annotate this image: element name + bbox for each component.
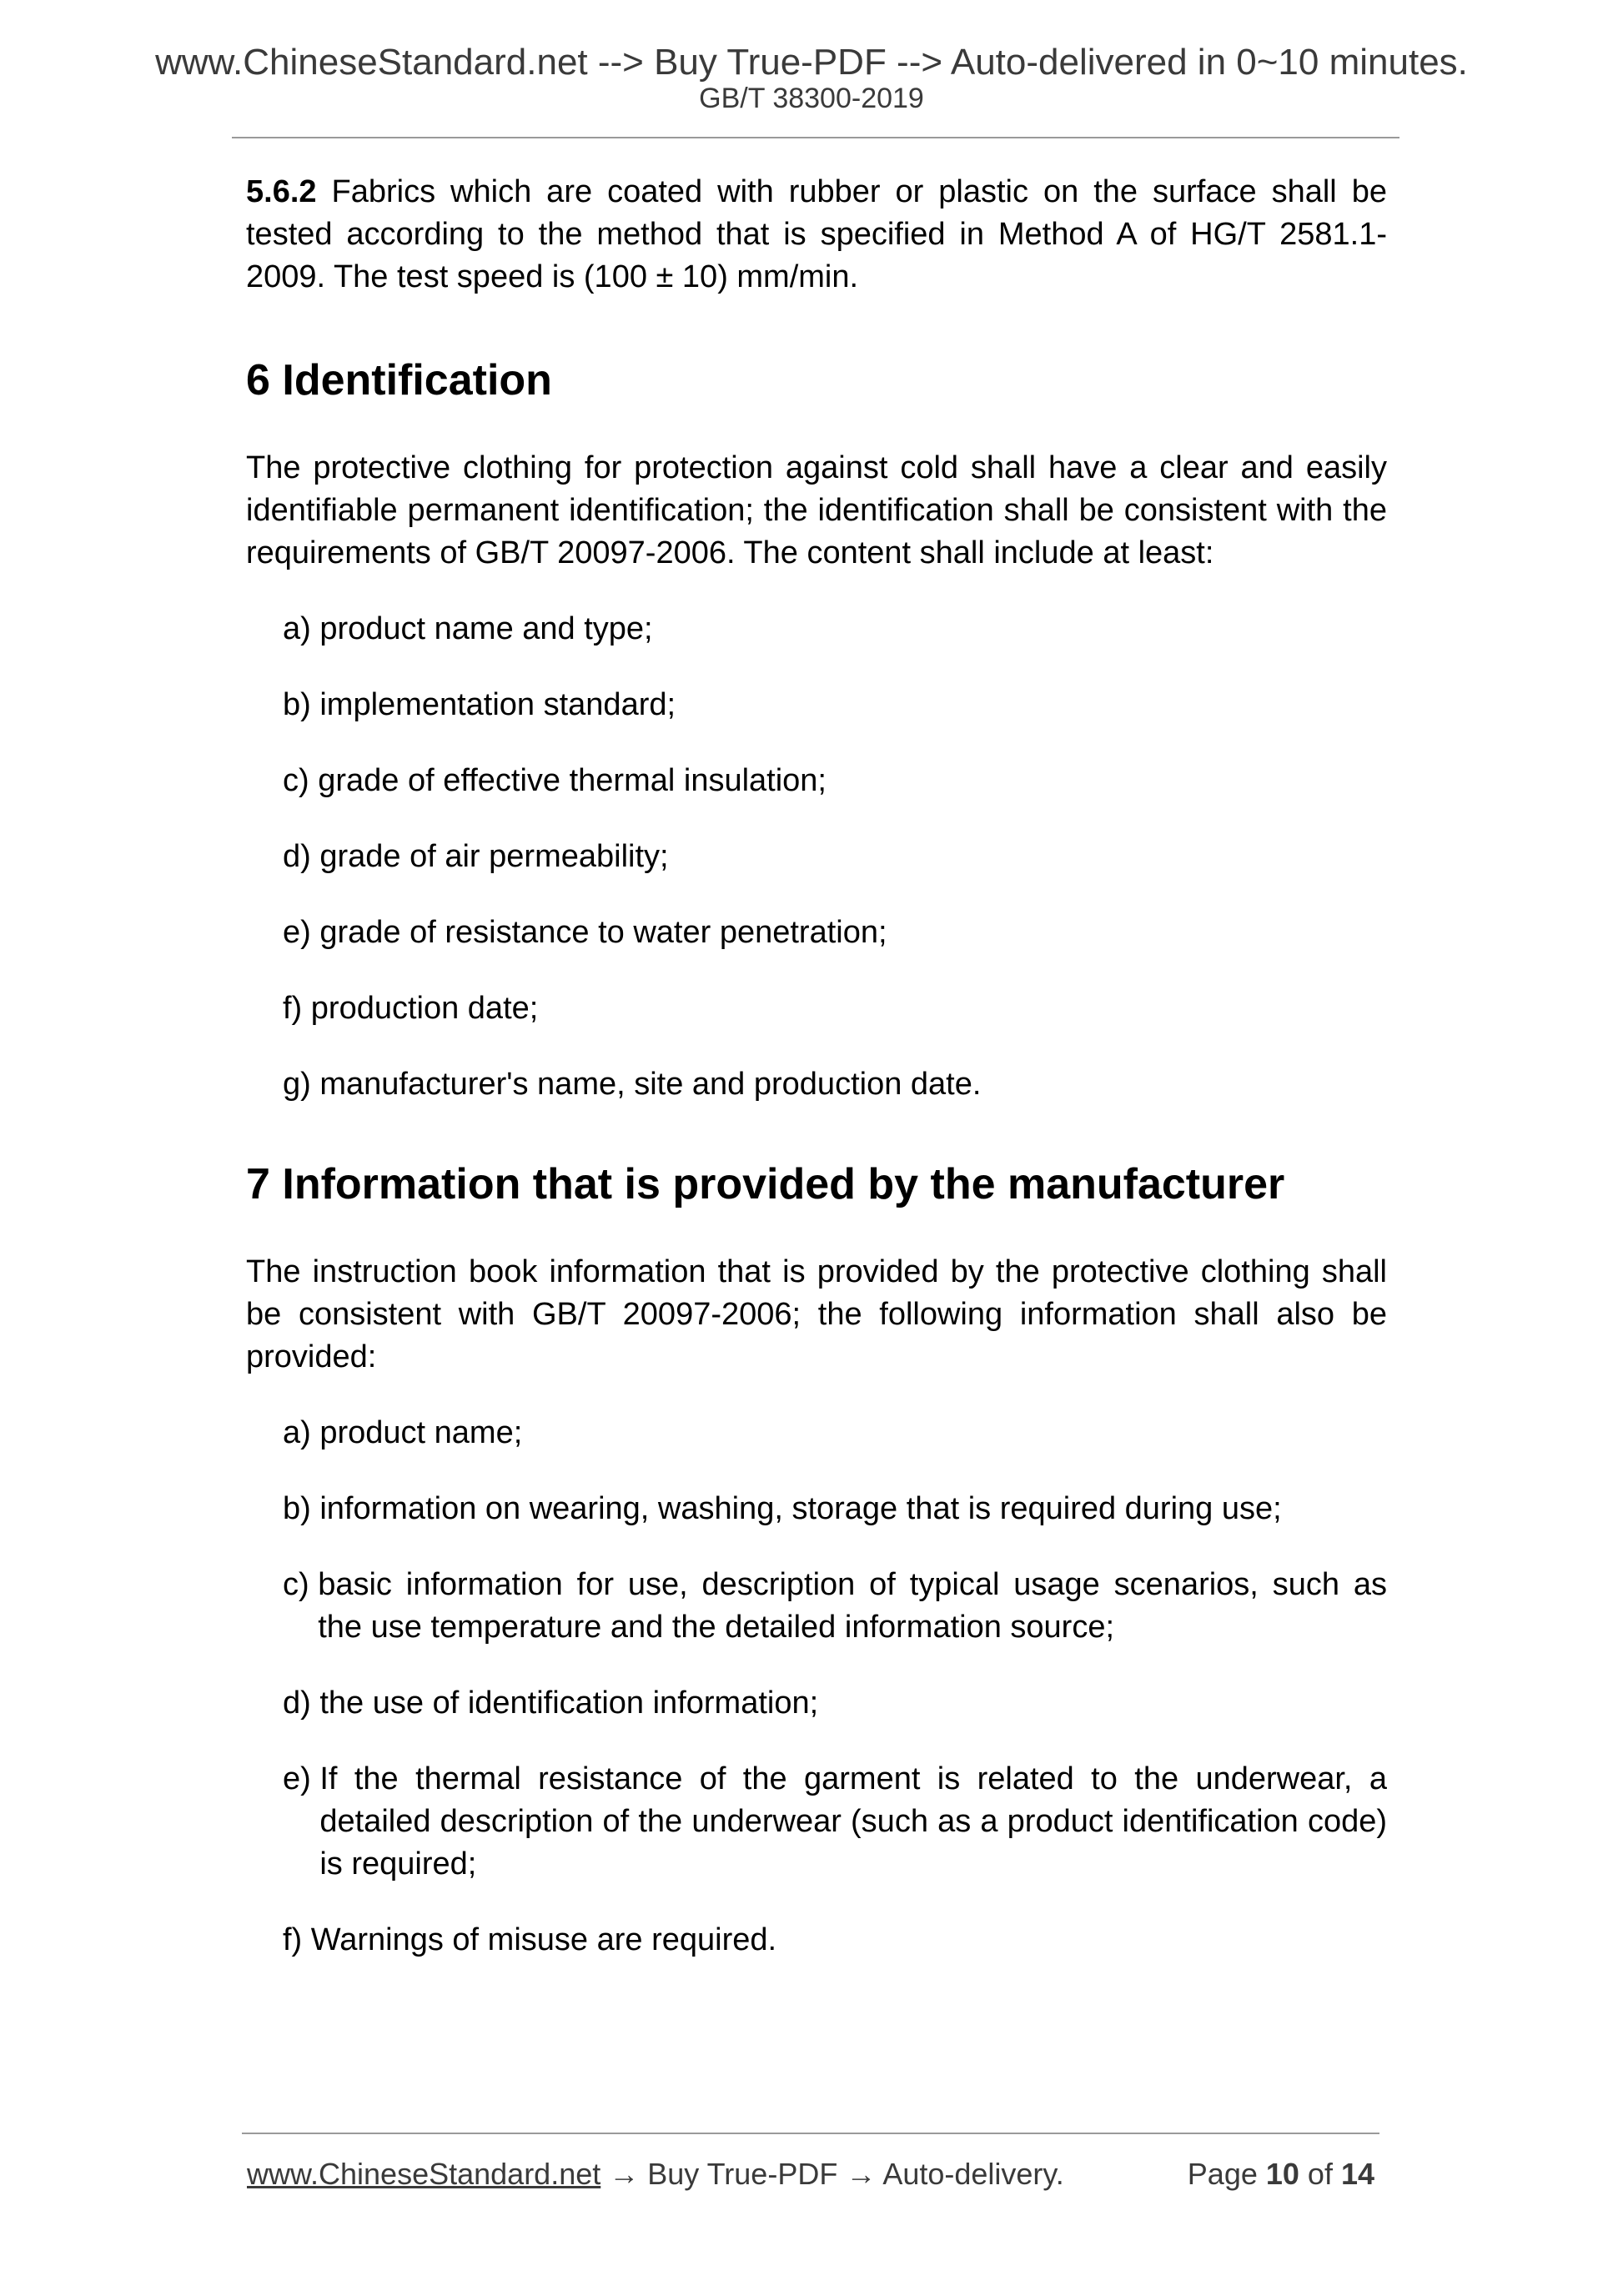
- identification-list: [246, 608, 1387, 1106]
- list-text: basic information for use, description of typical usage scenarios, such as the use temperature and the detailed information source;: [318, 1567, 1387, 1645]
- page-indicator: [1188, 2156, 1374, 2193]
- footer-left: [247, 2156, 1064, 2193]
- page-total: 14: [1340, 2157, 1374, 2191]
- list-item: [246, 987, 1387, 1030]
- page-current: 10: [1265, 2157, 1299, 2191]
- list-marker: f): [283, 991, 311, 1026]
- list-text: If the thermal resistance of the garment is related to the underwear, a detailed description of the underwear (such as a product identification code) is required;: [319, 1761, 1387, 1882]
- page-label: Page: [1187, 2157, 1266, 2191]
- list-text: implementation standard;: [319, 687, 676, 722]
- list-item: [246, 1682, 1387, 1725]
- footer-site-link[interactable]: www.ChineseStandard.net: [247, 2157, 601, 2191]
- list-item: [246, 1564, 1387, 1649]
- list-marker: c): [283, 1567, 319, 1602]
- list-marker: e): [283, 915, 320, 950]
- list-text: the use of identification information;: [319, 1686, 819, 1721]
- list-item: [246, 912, 1387, 954]
- list-marker: d): [283, 839, 320, 874]
- list-marker: e): [283, 1761, 320, 1796]
- document-body: [246, 171, 1387, 1962]
- header-banner: www.ChineseStandard.net --> Buy True-PDF --> Auto-delivered in 0~10 minutes.: [155, 42, 1468, 83]
- list-text: grade of air permeability;: [319, 839, 669, 874]
- list-item: [246, 1063, 1387, 1106]
- list-item: [246, 836, 1387, 878]
- list-marker: b): [283, 687, 320, 722]
- list-item: [246, 1758, 1387, 1886]
- header-divider: [232, 137, 1399, 138]
- footer-divider: [242, 2133, 1379, 2134]
- list-marker: f): [283, 1922, 311, 1957]
- section-6-intro: The protective clothing for protection against cold shall have a clear and easily identifiable permanent identification; the identification shall be consistent with the requirements of GB/T 20097-2006. The content shall include at least:: [246, 450, 1387, 570]
- list-item: [246, 760, 1387, 802]
- clause-text: Fabrics which are coated with rubber or plastic on the surface shall be tested according to the method that is specified in Method A of HG/T 2581.1-2009. The test speed is (100 ± 10) mm/min.: [246, 174, 1387, 294]
- list-item: [246, 1488, 1387, 1530]
- list-text: product name;: [319, 1415, 523, 1450]
- list-marker: d): [283, 1686, 320, 1721]
- list-text: grade of effective thermal insulation;: [318, 763, 827, 798]
- list-marker: a): [283, 611, 320, 646]
- list-text: manufacturer's name, site and production date.: [319, 1067, 982, 1102]
- list-item: [246, 1919, 1387, 1962]
- standard-code: GB/T 38300-2019: [699, 83, 924, 114]
- clause-5-6-2: [246, 171, 1387, 299]
- list-marker: a): [283, 1415, 320, 1450]
- list-item: [246, 608, 1387, 651]
- section-7-title: 7 Information that is provided by the manufacturer: [246, 1160, 1285, 1208]
- list-text: information on wearing, washing, storage that is required during use;: [319, 1491, 1282, 1526]
- list-text: Warnings of misuse are required.: [310, 1922, 777, 1957]
- list-marker: c): [283, 763, 319, 798]
- section-7-intro: The instruction book information that is provided by the protective clothing shall be consistent with GB/T 20097-2006; the following information shall also be provided:: [246, 1254, 1387, 1374]
- page-of: of: [1299, 2157, 1341, 2191]
- list-item: [246, 1412, 1387, 1454]
- list-text: production date;: [310, 991, 539, 1026]
- list-marker: g): [283, 1067, 320, 1102]
- section-6-title: 6 Identification: [246, 356, 552, 404]
- clause-number: 5.6.2: [246, 174, 317, 209]
- footer-tagline: → Buy True-PDF → Auto-delivery.: [600, 2157, 1064, 2191]
- list-item: [246, 684, 1387, 726]
- list-text: grade of resistance to water penetration;: [319, 915, 887, 950]
- list-text: product name and type;: [319, 611, 653, 646]
- list-marker: b): [283, 1491, 320, 1526]
- manufacturer-info-list: [246, 1412, 1387, 1962]
